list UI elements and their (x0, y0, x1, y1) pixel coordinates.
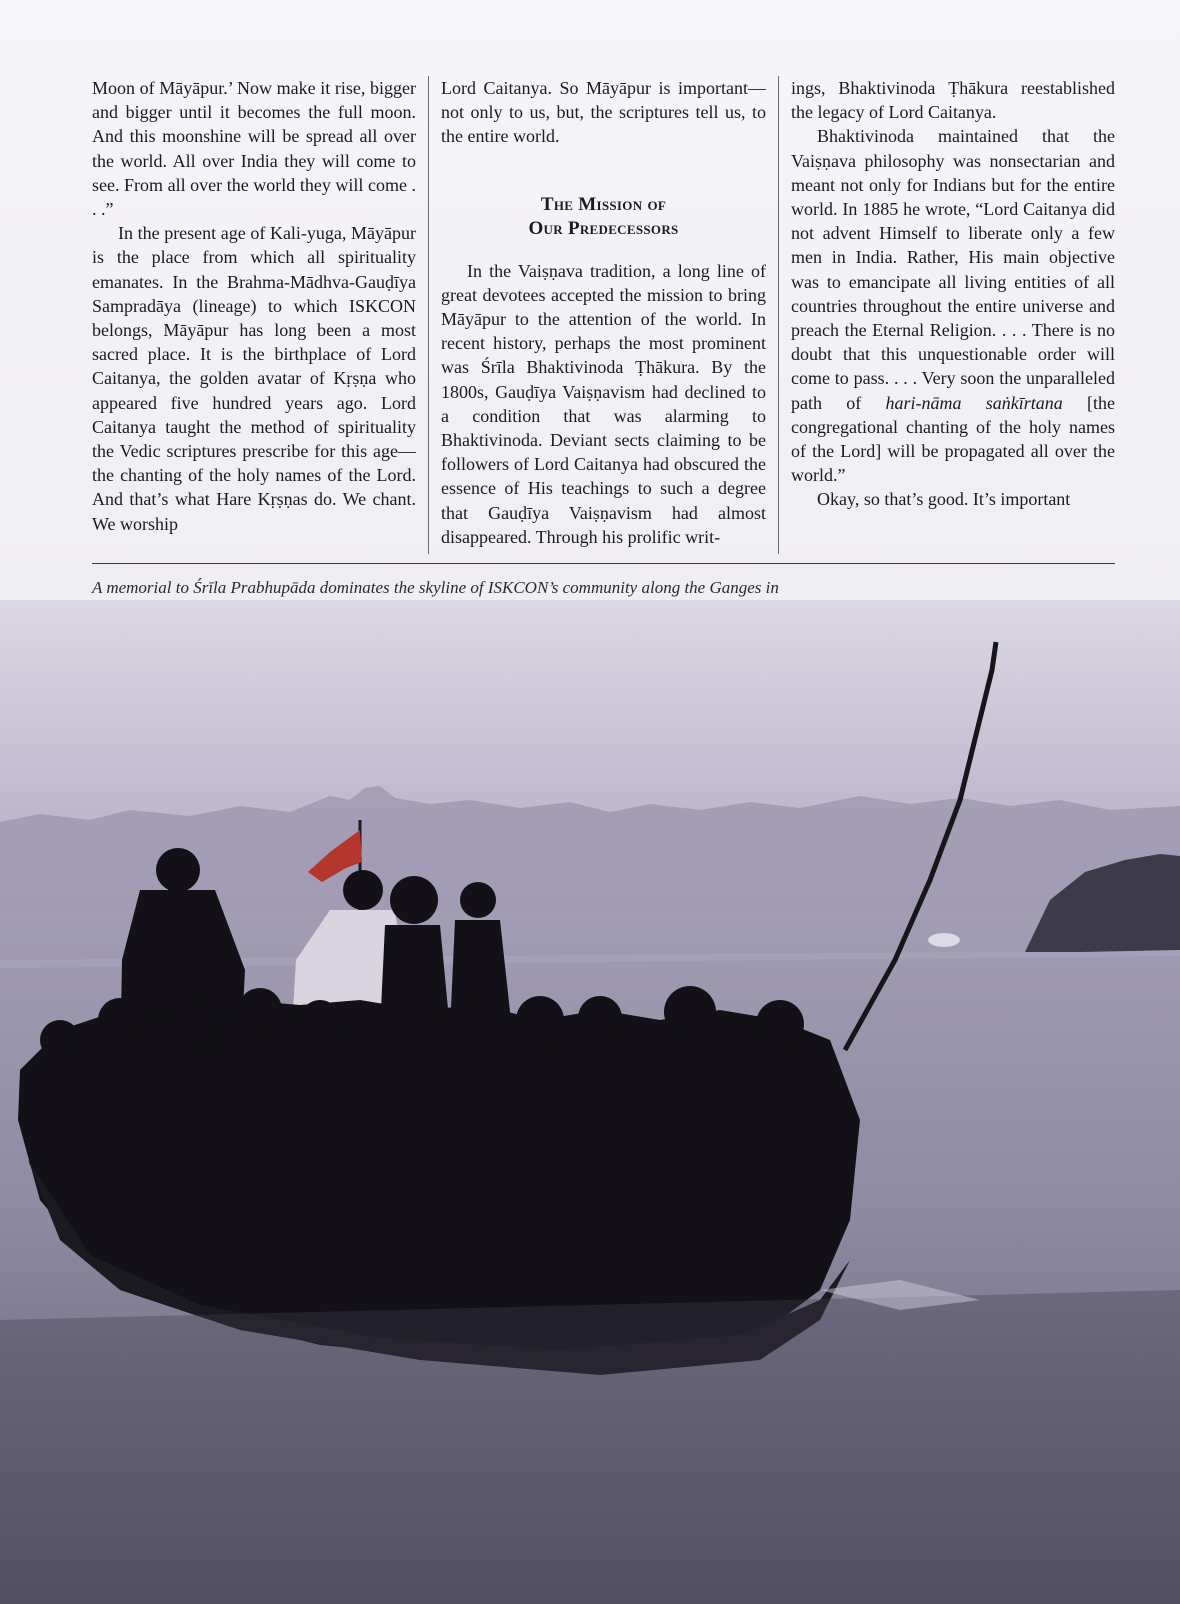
column3-para1-text-b: [the congregational chanting of the holy names of the Lord] will be propagated all over the world.” (791, 392, 1115, 486)
column3-paragraph-1 (791, 124, 1115, 487)
column1-paragraph-2: In the present age of Kali-yuga, Māyāpur is the place from which all spirituality emanates. In the Brahma-Mādhva-Gauḍīya Sampradāya (lineage) to which ISKCON belongs, Māyāpur has long been a most sacred place. It is the birthplace of Lord Caitanya, the golden avatar of Kṛṣṇa who appeared five hundred years ago. Lord Caitanya taught the method of spirituality the Vedic scriptures prescribe for this age—the chanting of the holy names of the Lord. And that’s what Hare Kṛṣṇas do. We chant. We worship (92, 223, 416, 534)
column-divider-1 (428, 76, 429, 554)
column2-lead-paragraph: Lord Caitanya. So Māyāpur is important—not only to us, but, the scriptures tell us, to the entire world. (441, 78, 766, 147)
caption-rule (92, 563, 1115, 564)
text-column-1 (92, 76, 416, 556)
text-column-3 (791, 76, 1115, 556)
column3-paragraph-2: Okay, so that’s good. It’s important (817, 489, 1071, 510)
column2-paragraph: In the Vaiṣṇava tradition, a long line of great devotees accepted the mission to bring Māyāpur to the attention of the world. In recent history, perhaps the most prominent was Śrīla Bhaktivinoda Ṭhākura. By the 1800s, Gauḍīya Vaiṣṇavism had declined to a condition that was alarming to Bhaktivinoda. Deviant sects claiming to be followers of Lord Caitanya had obscured the essence of His teachings to such a degree that Gauḍīya Vaiṣṇavism had almost disappeared. Through his prolific writ- (441, 260, 766, 547)
column-divider-2 (778, 76, 779, 554)
column3-para1-italic-term: hari-nāma saṅkīrtana (885, 392, 1063, 413)
section-heading-line-2: Our Predecessors (528, 217, 679, 239)
river-boat-photo (0, 600, 1180, 1604)
section-heading (441, 193, 766, 241)
river-boat-illustration (0, 600, 1180, 1604)
column3-para1-text-a: Bhaktivinoda maintained that the Vaiṣṇava philosophy was nonsectarian and meant not only for Indians but for the entire world. In 1885 he wrote, “Lord Caitanya did not advent Himself to liberate only a few men in India. Rather, His main objective was to emancipate all living entities of all countries throughout the entire universe and preach the Eternal Religion. . . . There is no doubt that this unquestionable order will come to pass. . . . Very soon the unparalleled path of (791, 126, 1115, 413)
column3-lead-paragraph: ings, Bhaktivinoda Ṭhākura reestablished the legacy of Lord Caitanya. (791, 78, 1115, 123)
column1-paragraph-1: Moon of Māyāpur.’ Now make it rise, bigger and bigger until it becomes the full moon. And this moonshine will be spread all over the world. All over India they will come to see. From all over the world they will come . . .” (92, 78, 416, 220)
water-shadow (0, 1290, 1180, 1604)
distant-boat (928, 933, 960, 947)
photo-caption: A memorial to Śrīla Prabhupāda dominates the skyline of ISKCON’s community along the Ganges in (92, 578, 779, 597)
section-heading-line-1: The Mission of (540, 193, 667, 215)
text-column-2 (441, 76, 766, 556)
